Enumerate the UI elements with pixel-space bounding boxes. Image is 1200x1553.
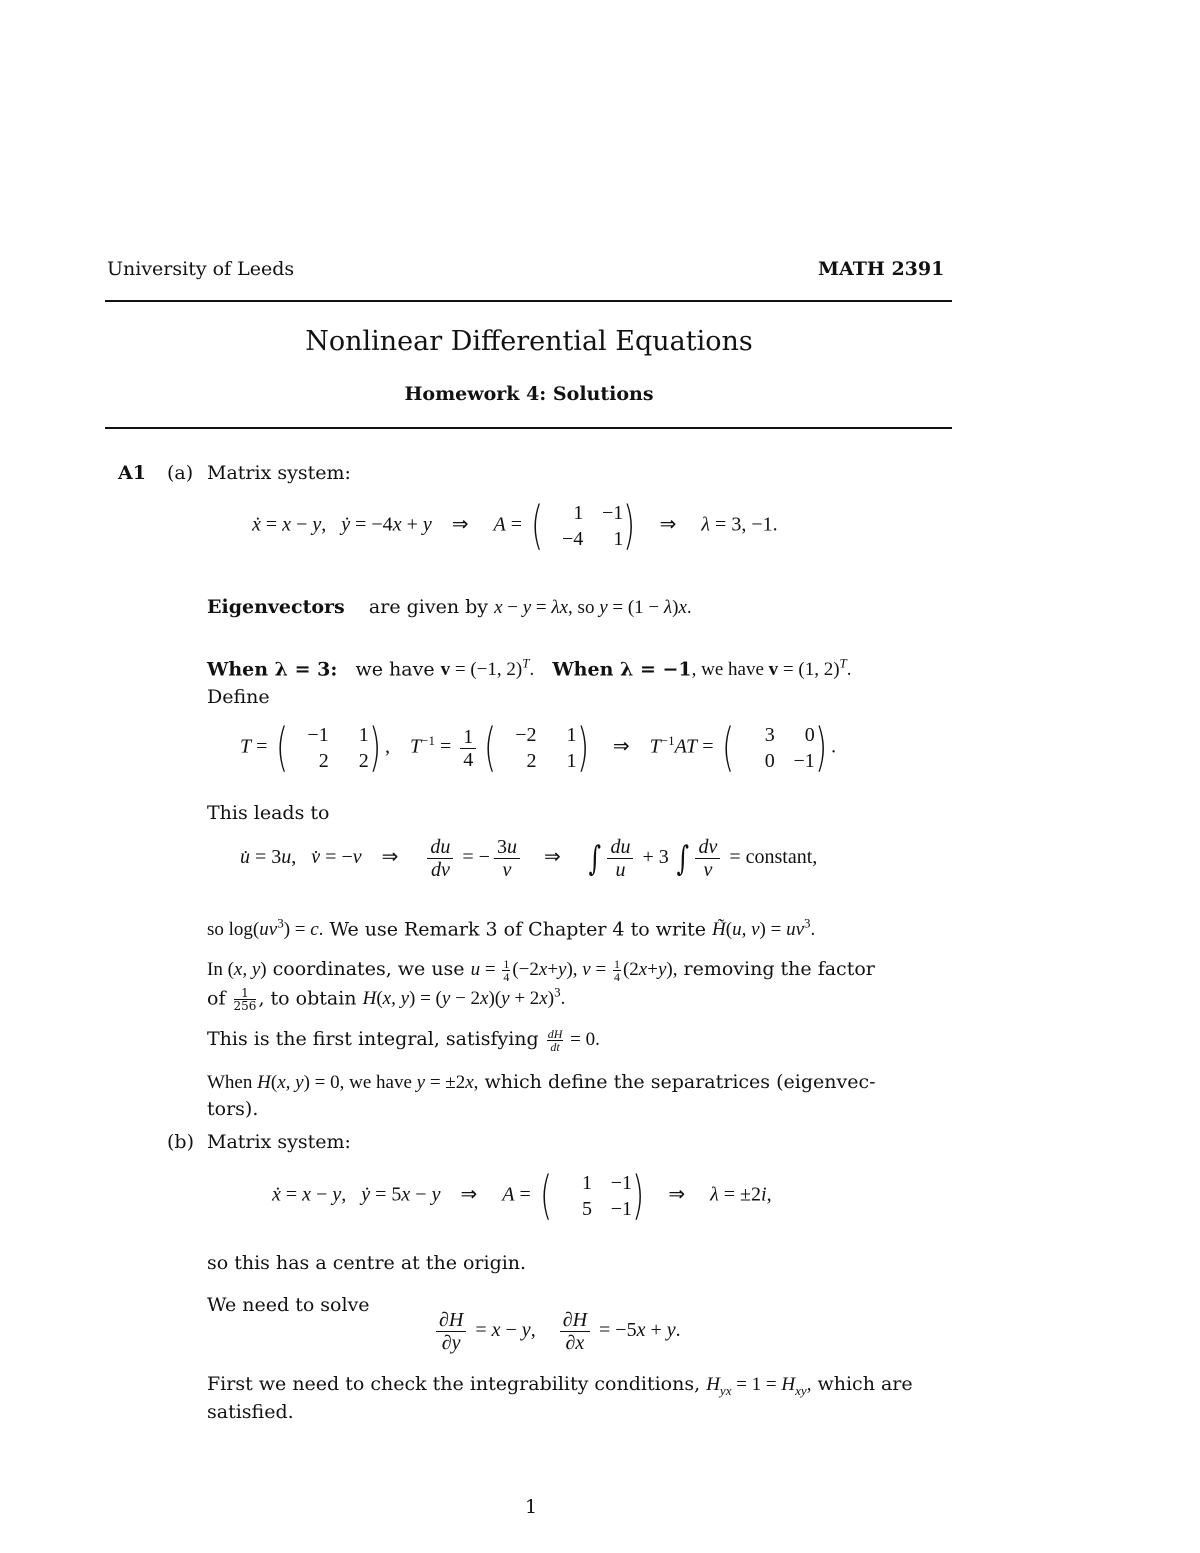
equation-system-b: ẋ = x − y, ẏ = 5x − y ⇒ A = ( 1 −1 5 −1 ) ⇒ λ = ±2i, <box>272 1166 772 1226</box>
integrability-line: First we need to check the integrability conditions, $H_{yx} = 1 = H_{xy}$, which are <box>207 1373 913 1398</box>
coords-line: In (x, y) coordinates, we use u = $\frac{1}{4}$ (−2x+y), v = $\frac{1}{4}$ (2x+y), removing the factor <box>207 957 875 985</box>
page-number: 1 <box>525 1496 538 1518</box>
check-end-text: which are <box>817 1373 913 1395</box>
university-name: University of Leeds <box>107 258 295 280</box>
of-text: of <box>207 987 226 1010</box>
partial-equations: $\frac{\partial H}{\partial y}$ = x − y, $\frac{\partial H}{\partial x}$ = −5x + y. <box>432 1310 681 1353</box>
separatrices-end: tors). <box>207 1098 259 1120</box>
page-subtitle: Homework 4: Solutions <box>404 383 654 405</box>
course-code: MATH 2391 <box>818 258 945 280</box>
remark-text: We use Remark 3 of Chapter 4 to write <box>329 918 706 941</box>
separatrices-line: When H(x, y) = 0, we have y = ±2x, which define the separatrices (eigenvec- <box>207 1071 876 1093</box>
obtain-line: of $\frac{1}{256}$ , to obtain H(x, $y) = (y - 2x)(y + 2x)^3$. <box>207 985 566 1013</box>
satisfied-text: satisfied. <box>207 1401 294 1423</box>
check-text: First we need to check the integrability conditions, <box>207 1373 701 1395</box>
removing-text: removing the factor <box>683 958 875 980</box>
need-to-solve-text: We need to solve <box>207 1294 370 1316</box>
first-integral-line: This is the first integral, satisfying $\frac{dH}{dt}$ = 0. <box>207 1027 600 1055</box>
transform-matrices: T = ( −1 1 2 2 ) , $T^{-1}$ = $\frac{1}{4}$ ( −2 1 2 1 ) ⇒ $T^{-1}AT$ = ( 3 0 0 −1 ) . <box>240 718 837 778</box>
when-lambda3-text: we have <box>355 658 435 681</box>
eigenvectors-heading: Eigenvectors <box>207 596 345 618</box>
define-text: Define <box>207 686 270 708</box>
when-lambda-neg1-heading: When λ = −1 <box>552 658 692 681</box>
eigenvalue-cases-line: When λ = 3: we have v = (−1, 2)$^T$. When λ = −1, we have v = (1, 2)$^T$. <box>207 656 852 681</box>
centre-text: so this has a centre at the origin. <box>207 1252 527 1274</box>
question-label: A1 <box>118 462 146 484</box>
coords-text: coordinates, we use <box>272 958 465 980</box>
remark-line: so $\log(uv^3) = c$. We use Remark 3 of Chapter 4 to write H̃(u, $v) = uv^3$. <box>207 916 816 941</box>
eigenvectors-text: are given by <box>368 596 489 618</box>
part-b-intro: Matrix system: <box>207 1131 351 1153</box>
uv-equations: u̇ = 3u, v̇ = −v ⇒ $\frac{du}{dv}$ = − $\frac{3u}{v}$ ⇒ ∫ $\frac{du}{u}$ + 3 ∫ $\frac{dv}{v}$ = constant, <box>240 836 818 881</box>
first-integral-text: This is the first integral, satisfying <box>207 1028 539 1050</box>
constant-text: constant, <box>745 846 818 869</box>
part-a-intro: Matrix system: <box>207 462 351 484</box>
equation-system-a: ẋ = x − y, ẏ = −4x + y ⇒ A = ( 1 −1 −4 1 ) ⇒ λ = 3, −1. <box>252 496 778 556</box>
bottom-rule <box>105 427 952 429</box>
to-obtain-text: to obtain <box>270 987 357 1010</box>
when-lambda3-heading: When λ = 3: <box>207 658 338 681</box>
part-a-label: (a) <box>167 462 194 484</box>
top-rule <box>105 300 952 302</box>
eigenvectors-line: Eigenvectors are given by x − y = λx, so y = (1 − λ)x. <box>207 596 692 618</box>
page-title: Nonlinear Differential Equations <box>305 326 753 357</box>
part-b-label: (b) <box>167 1131 194 1153</box>
leads-to-text: This leads to <box>207 802 330 824</box>
separatrices-text: which define the separatrices (eigenvec- <box>484 1071 876 1093</box>
